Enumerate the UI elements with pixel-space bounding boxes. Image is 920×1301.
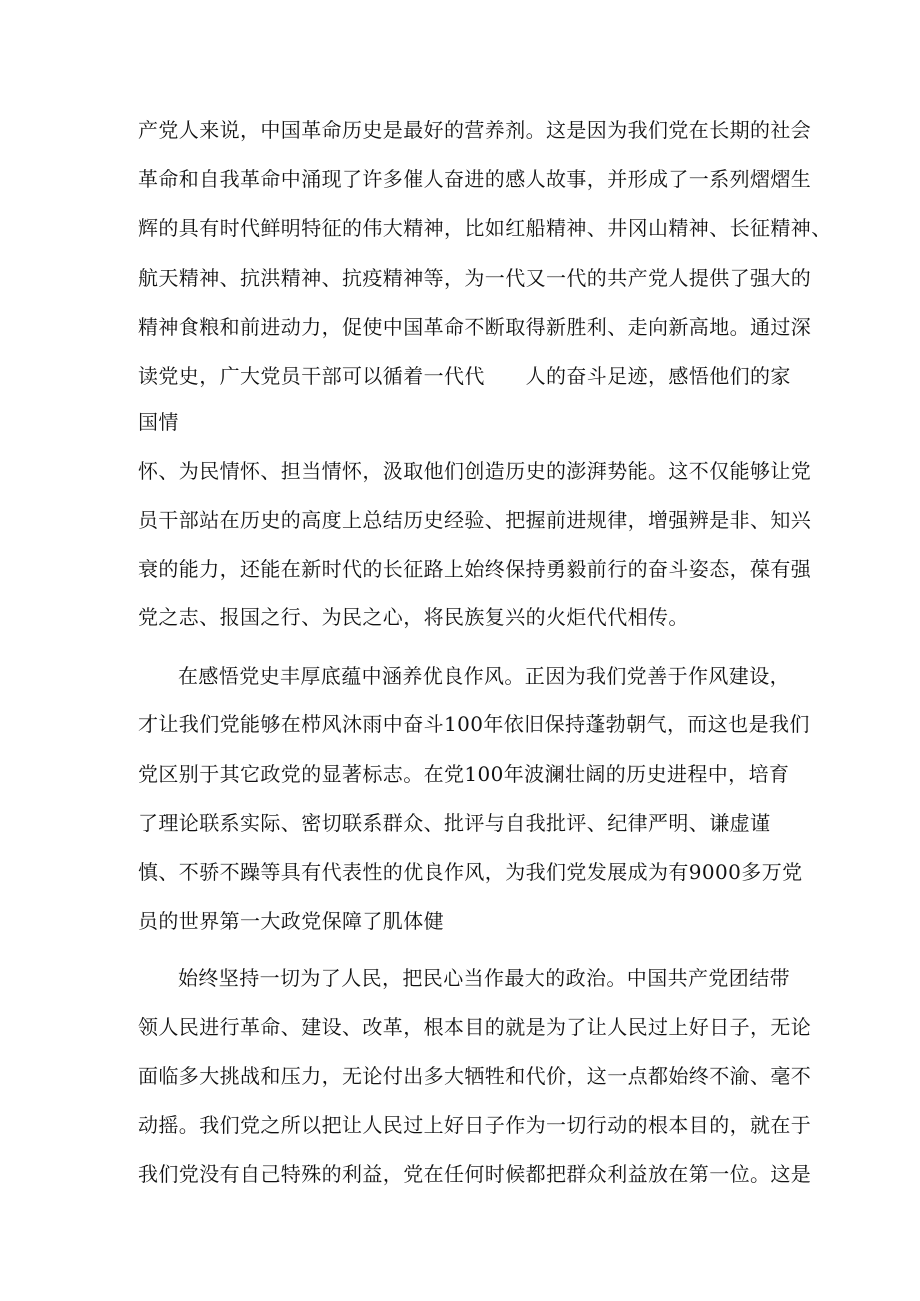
text-line: 党之志、报国之行、为民之心，将民族复兴的火炬代代相传。 xyxy=(138,605,689,629)
text-line: 慎、不骄不躁等具有代表性的优良作风，为我们党发展成为有9000多万党 xyxy=(138,860,803,884)
paragraph-start-line: 在感悟党史丰厚底蕴中涵养优良作风。正因为我们党善于作风建设， xyxy=(178,664,790,688)
text-line: 动摇。我们党之所以把让人民过上好日子作为一切行动的根本目的，就在于 xyxy=(138,1113,812,1137)
text-line: 才让我们党能够在栉风沐雨中奋斗100年依旧保持蓬勃朝气，而这也是我们 xyxy=(138,712,810,736)
text-line: 了理论联系实际、密切联系群众、批评与自我批评、纪律严明、谦虚谨 xyxy=(138,811,771,835)
text-line: 衰的能力，还能在新时代的长征路上始终保持勇毅前行的奋斗姿态，葆有强 xyxy=(138,557,812,581)
text-line: 国情 xyxy=(138,410,179,434)
paragraph-start-line: 始终坚持一切为了人民，把民心当作最大的政治。中国共产党团结带 xyxy=(178,966,790,990)
text-line: 党区别于其它政党的显著标志。在党100年波澜壮阔的历史进程中，培育 xyxy=(138,762,790,786)
text-line: 员干部站在历史的高度上总结历史经验、把握前进规律，增强辨是非、知兴 xyxy=(138,508,812,532)
text-line: 辉的具有时代鲜明特征的伟大精神，比如红船精神、井冈山精神、长征精神、 xyxy=(138,216,832,240)
text-line: 革命和自我革命中涌现了许多催人奋进的感人故事，并形成了一系列熠熠生 xyxy=(138,167,812,191)
text-line: 领人民进行革命、建设、改革，根本目的就是为了让人民过上好日子，无论 xyxy=(138,1015,812,1039)
text-line: 读党史，广大党员干部可以循着一代代 人的奋斗足迹，感悟他们的家 xyxy=(138,364,791,388)
text-line: 面临多大挑战和压力，无论付出多大牺牲和代价，这一点都始终不渝、毫不 xyxy=(138,1064,812,1088)
text-line: 我们党没有自己特殊的利益，党在任何时候都把群众利益放在第一位。这是 xyxy=(138,1162,812,1186)
text-line: 怀、为民情怀、担当情怀，汲取他们创造历史的澎湃势能。这不仅能够让党 xyxy=(138,459,812,483)
text-line: 航天精神、抗洪精神、抗疫精神等，为一代又一代的共产党人提供了强大的 xyxy=(138,266,812,290)
text-line: 员的世界第一大政党保障了肌体健 xyxy=(138,909,444,933)
text-line: 产党人来说，中国革命历史是最好的营养剂。这是因为我们党在长期的社会 xyxy=(138,118,812,142)
text-line: 精神食粮和前进动力，促使中国革命不断取得新胜利、走向新高地。通过深 xyxy=(138,315,812,339)
